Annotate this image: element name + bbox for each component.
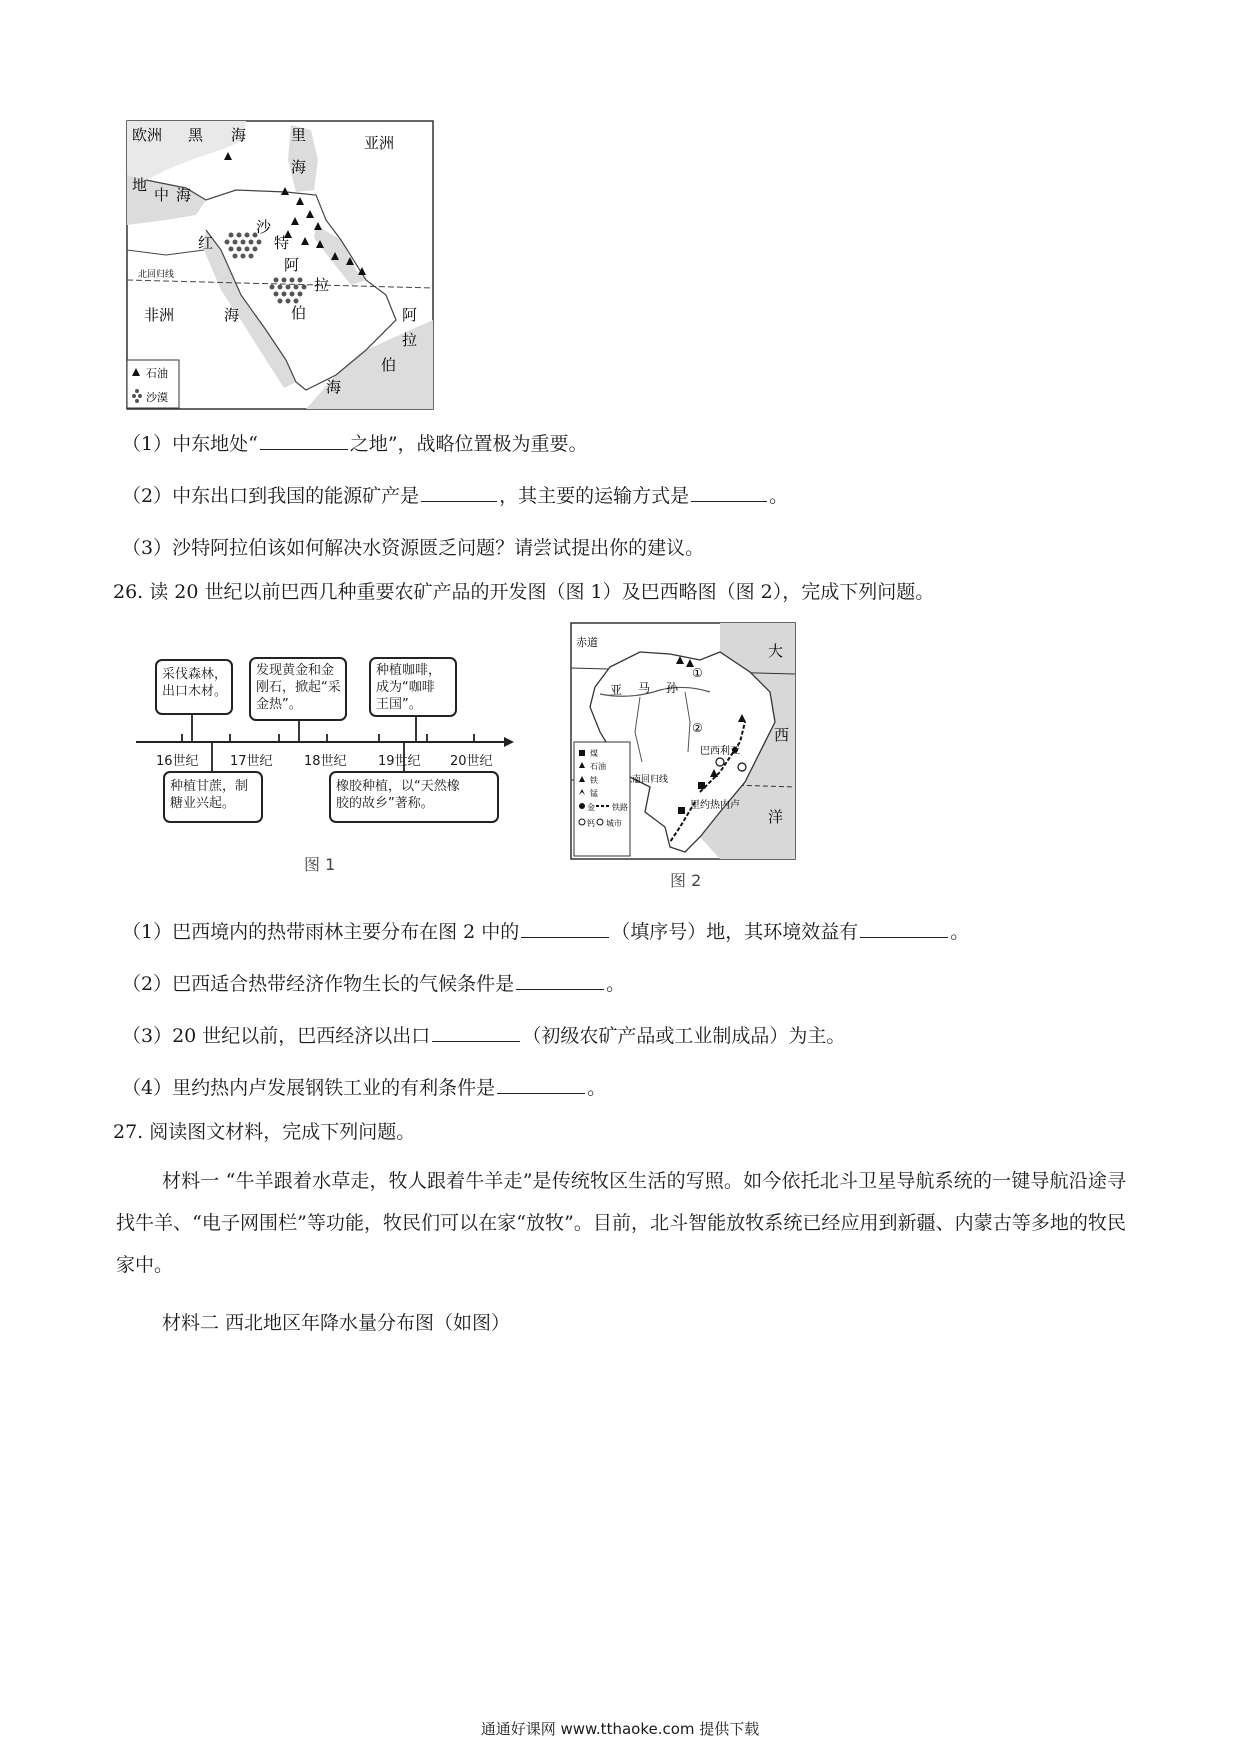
century-19: 19世纪 <box>378 754 421 769</box>
label-saudi-3: 阿 <box>284 256 300 274</box>
label-arab-sea-4: 海 <box>326 378 342 396</box>
century-20: 20世纪 <box>450 754 493 769</box>
label-arab-sea-3: 伯 <box>381 356 397 374</box>
answer-blank[interactable] <box>260 431 348 450</box>
label-arab-sea-1: 阿 <box>402 306 418 324</box>
answer-blank[interactable] <box>516 971 604 990</box>
page-footer: 通通好课网 www.tthaoke.com 提供下载 <box>480 1720 760 1738</box>
label-tropic-south: 南回归线 <box>632 775 669 785</box>
label-brasilia: 巴西利亚 <box>700 746 740 757</box>
legend-desert: 沙漠 <box>146 391 168 404</box>
timeline-box-sugar: 种植甘蔗，制 糖业兴起。 <box>170 779 249 811</box>
q25-item-3: （3）沙特阿拉伯该如何解决水资源匮乏问题？请尝试提出你的建议。 <box>122 537 705 559</box>
figure-1-timeline <box>134 654 514 854</box>
label-region-1: ① <box>692 666 703 680</box>
label-africa: 非洲 <box>144 306 175 324</box>
legend-city: 城市 <box>606 819 622 828</box>
label-red-sea-2: 海 <box>224 306 240 324</box>
label-europe: 欧洲 <box>132 126 163 144</box>
legend-iron: 铁 <box>590 776 598 785</box>
answer-blank[interactable] <box>432 1023 520 1042</box>
answer-blank[interactable] <box>691 483 767 502</box>
label-ma: 马 <box>638 681 651 695</box>
figure-1-caption: 图 1 <box>304 855 336 874</box>
q26-item-4: （4）里约热内卢发展钢铁工业的有利条件是 。 <box>122 1077 607 1099</box>
label-region-2: ② <box>692 721 703 735</box>
brazil-map <box>570 622 796 860</box>
answer-blank[interactable] <box>860 919 948 938</box>
label-arab-sea-2: 拉 <box>402 331 418 349</box>
q25-item-2: （2）中东出口到我国的能源矿产是 ，其主要的运输方式是 。 <box>122 485 789 507</box>
label-xi: 西 <box>774 726 790 744</box>
label-xun: 孙 <box>666 681 679 695</box>
label-da: 大 <box>768 642 784 660</box>
label-red-sea-1: 红 <box>198 234 214 252</box>
q26-item-1: （1）巴西境内的热带雨林主要分布在图 2 中的 （填序号）地，其环境效益有 。 <box>122 921 970 943</box>
label-med-1: 地 <box>132 176 148 194</box>
timeline-box-19c: 种植咖啡， 成为“咖啡 王国”。 <box>376 663 442 712</box>
label-tropic: 北回归线 <box>138 270 175 280</box>
label-caspian-1: 里 <box>291 126 307 144</box>
legend-calcium: 钙 <box>587 819 595 828</box>
q26-title: 26. 读 20 世纪以前巴西几种重要农矿产品的开发图（图 1）及巴西略图（图 2），完成下列问题。 <box>113 581 935 603</box>
timeline-box-18c: 发现黄金和金 刚石，掀起“采 金热”。 <box>256 663 341 712</box>
answer-blank[interactable] <box>521 919 609 938</box>
label-rio: 里约热内卢 <box>690 800 740 811</box>
legend-manganese: 锰 <box>590 789 598 798</box>
label-saudi-5: 伯 <box>291 304 307 322</box>
label-med-2: 中 <box>154 186 170 204</box>
century-18: 18世纪 <box>304 754 347 769</box>
label-black-sea-2: 海 <box>231 126 247 144</box>
q25-item-1: （1）中东地处“ 之地”，战略位置极为重要。 <box>122 433 588 455</box>
legend-oil-br: 石油 <box>590 762 606 771</box>
timeline-box-16c: 采伐森林， 出口木材。 <box>162 667 228 699</box>
legend-railway: 铁路 <box>612 803 628 812</box>
century-16: 16世纪 <box>156 754 199 769</box>
q27-material-1: 材料一 “牛羊跟着水草走，牧人跟着牛羊走”是传统牧区生活的写照。如今依托北斗卫星导航系统的一键导航沿途寻找牛羊、“电子网围栏”等功能，牧民们可以在家“放牧”。目前，北斗智能放牧系统已经应用到新疆、内蒙古等多地的牧民家中。 <box>116 1170 1126 1276</box>
century-17: 17世纪 <box>230 754 273 769</box>
label-saudi-1: 沙 <box>256 218 272 236</box>
answer-blank[interactable] <box>421 483 497 502</box>
q26-item-3: （3）20 世纪以前，巴西经济以出口 （初级农矿产品或工业制成品）为主。 <box>122 1025 846 1047</box>
label-black-sea-1: 黑 <box>188 126 204 144</box>
legend-oil: 石油 <box>146 367 168 380</box>
middle-east-map <box>126 120 434 410</box>
answer-blank[interactable] <box>497 1075 585 1094</box>
label-equator: 赤道 <box>576 636 598 649</box>
label-ya: 亚 <box>610 683 623 697</box>
label-asia: 亚洲 <box>364 134 395 152</box>
legend-coal: 煤 <box>590 749 598 758</box>
label-saudi-2: 特 <box>274 234 290 252</box>
figure-2-caption: 图 2 <box>670 871 702 890</box>
label-saudi-4: 拉 <box>314 276 330 294</box>
label-med-3: 海 <box>176 186 192 204</box>
label-yang: 洋 <box>768 808 784 826</box>
label-caspian-2: 海 <box>291 158 307 176</box>
legend-gold: 金 <box>587 803 595 812</box>
q27-title: 27. 阅读图文材料，完成下列问题。 <box>113 1121 416 1143</box>
timeline-box-rubber: 橡胶种植，以“天然橡 胶的故乡”著称。 <box>336 779 460 811</box>
q26-item-2: （2）巴西适合热带经济作物生长的气候条件是 。 <box>122 973 626 995</box>
q27-material-2: 材料二 西北地区年降水量分布图（如图） <box>162 1312 511 1334</box>
